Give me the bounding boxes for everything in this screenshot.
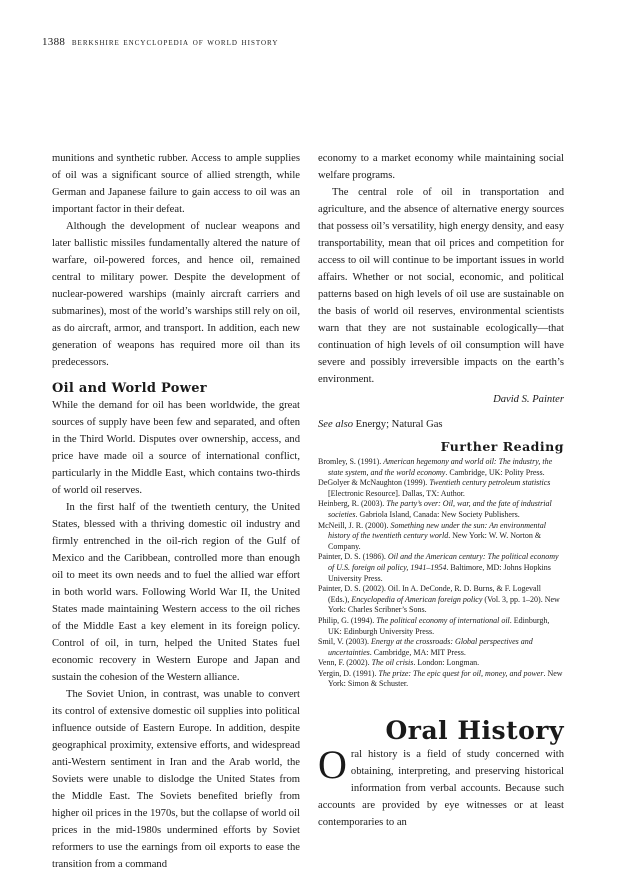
section-heading: Oil and World Power [52, 381, 207, 396]
reference-item: Venn, F. (2002). The oil crisis. London: Longman. [318, 658, 480, 668]
article-intro [318, 742, 564, 831]
article-title: Oral History [385, 716, 564, 746]
paragraph: munitions and synthetic rubber. Access to ample supplies of oil was a significant source of allied strength, while German and Japanese failure to gain access to oil was an important factor in their defeat. [52, 153, 300, 215]
reference-item: Bromley, S. (1991). American hegemony and world oil: The industry, the state system, and the world economy. Cambridge, UK: Polity Press. [318, 457, 553, 477]
page-number: 1388 [42, 36, 66, 48]
paragraph: The central role of oil in transportation and agriculture, and the absence of alternative energy sources that possess oil’s versatility, high energy density, and easy transportability, mean that oil prices and competition for access to oil will continue to be important issues in world affairs. Whether or not social, economic, and political patterns based on high levels of oil use are sustainable on the basis of world oil reserves, environmental scientists warn that they are not sustainable ecologically—that continuation of high levels of oil consumption will have severe and possibly irreversible impacts on the earth’s environment. [318, 187, 564, 385]
reference-item: Painter, D. S. (1986). Oil and the American century: The political economy of U.S. foreign oil policy, 1941–1954. Baltimore, MD: Johns Hopkins University Press. [318, 552, 559, 583]
reference-list [318, 457, 564, 690]
drop-cap: O [318, 742, 347, 788]
book-title: berkshire encyclopedia of world history [71, 37, 279, 48]
reference-item: Smil, V. (2003). Energy at the crossroads: Global perspectives and uncertainties. Cambridge, MA: MIT Press. [318, 637, 533, 657]
paragraph: economy to a market economy while maintaining social welfare programs. [318, 153, 564, 181]
see-also-label: See also [318, 419, 354, 430]
author-attribution: David S. Painter [493, 394, 564, 405]
running-header [42, 36, 278, 48]
reference-item: McNeill, J. R. (2000). Something new under the sun: An environmental history of the twentieth century world. New York: W. W. Norton & Company. [318, 520, 546, 551]
paragraph: Although the development of nuclear weapons and later ballistic missiles fundamentally altered the nature of warfare, oil-powered forces, and hence oil, remained central to military power. Despite the development of nuclear-powered warships (mainly aircraft carriers and submarines), most of the world’s warships still rely on oil, as do aircraft, armor, and transport. In addition, each new generation of weapons has required more oil than its predecessors. [52, 221, 300, 368]
reference-item: Philip, G. (1994). The political economy of international oil. Edinburgh, UK: Edinburgh University Press. [318, 615, 550, 636]
reference-item: Painter, D. S. (2002). Oil. In A. DeConde, R. D. Burns, & F. Logevall (Eds.), Encyclopedia of American foreign policy (Vol. 3, pp. 1–20). New York: Charles Scribner’s Sons. [318, 584, 560, 615]
paragraph: While the demand for oil has been worldwide, the great sources of supply have been few and separated, and often in the Third World. Disputes over ownership, access, and price have made oil a source of international conflict, particularly in the Middle East, which contains two-thirds of world oil reserves. [52, 400, 300, 496]
see-also-links[interactable]: Energy; Natural Gas [355, 419, 443, 430]
further-reading-heading: Further Reading [440, 439, 564, 454]
reference-item: DeGolyer & McNaughton (1999). Twentieth century petroleum statistics [Electronic Resource]. Dallas, TX: Author. [318, 478, 551, 498]
see-also [318, 416, 564, 433]
reference-item: Heinberg, R. (2003). The party’s over: Oil, war, and the fate of industrial societies. Gabriola Island, Canada: New Society Publishers. [318, 499, 552, 519]
right-column [318, 150, 564, 831]
paragraph: The Soviet Union, in contrast, was unable to convert its control of extensive domestic oil supplies into political influence outside of Eastern Europe. In addition, despite geographical proximity, extensive efforts, and widespread anti-Western sentiment in Iran and the Arab world, the Soviets were unable to dislodge the United States from the Middle East. The Soviets benefited briefly from higher oil prices in the 1970s, but the collapse of world oil prices in the mid-1980s undermined efforts by Soviet reformers to use the earnings from oil exports to ease the transition from a command [52, 689, 300, 870]
paragraph: In the first half of the twentieth century, the United States, blessed with a thriving domestic oil industry and firmly entrenched in the oil-rich region of the Gulf of Mexico and the Caribbean, controlled more than enough oil to meet its own needs and to fuel the allied war effort in both world wars. Following World War II, the United States made maintaining Western access to the oil riches of the Middle East a key element in its foreign policy. Control of oil, in turn, helped the United States fuel economic recovery in Western Europe and Japan and sustain the cohesion of the Western alliance. [52, 502, 300, 683]
reference-item: Yergin, D. (1991). The prize: The epic quest for oil, money, and power. New York: Simon & Schuster. [318, 668, 563, 689]
left-column [52, 150, 300, 873]
article-intro-text: ral history is a field of study concerned with obtaining, interpreting, and preserving historical information from verbal accounts. Because such accounts are provided by eye witnesses or at least contemporaries to an [318, 749, 564, 829]
